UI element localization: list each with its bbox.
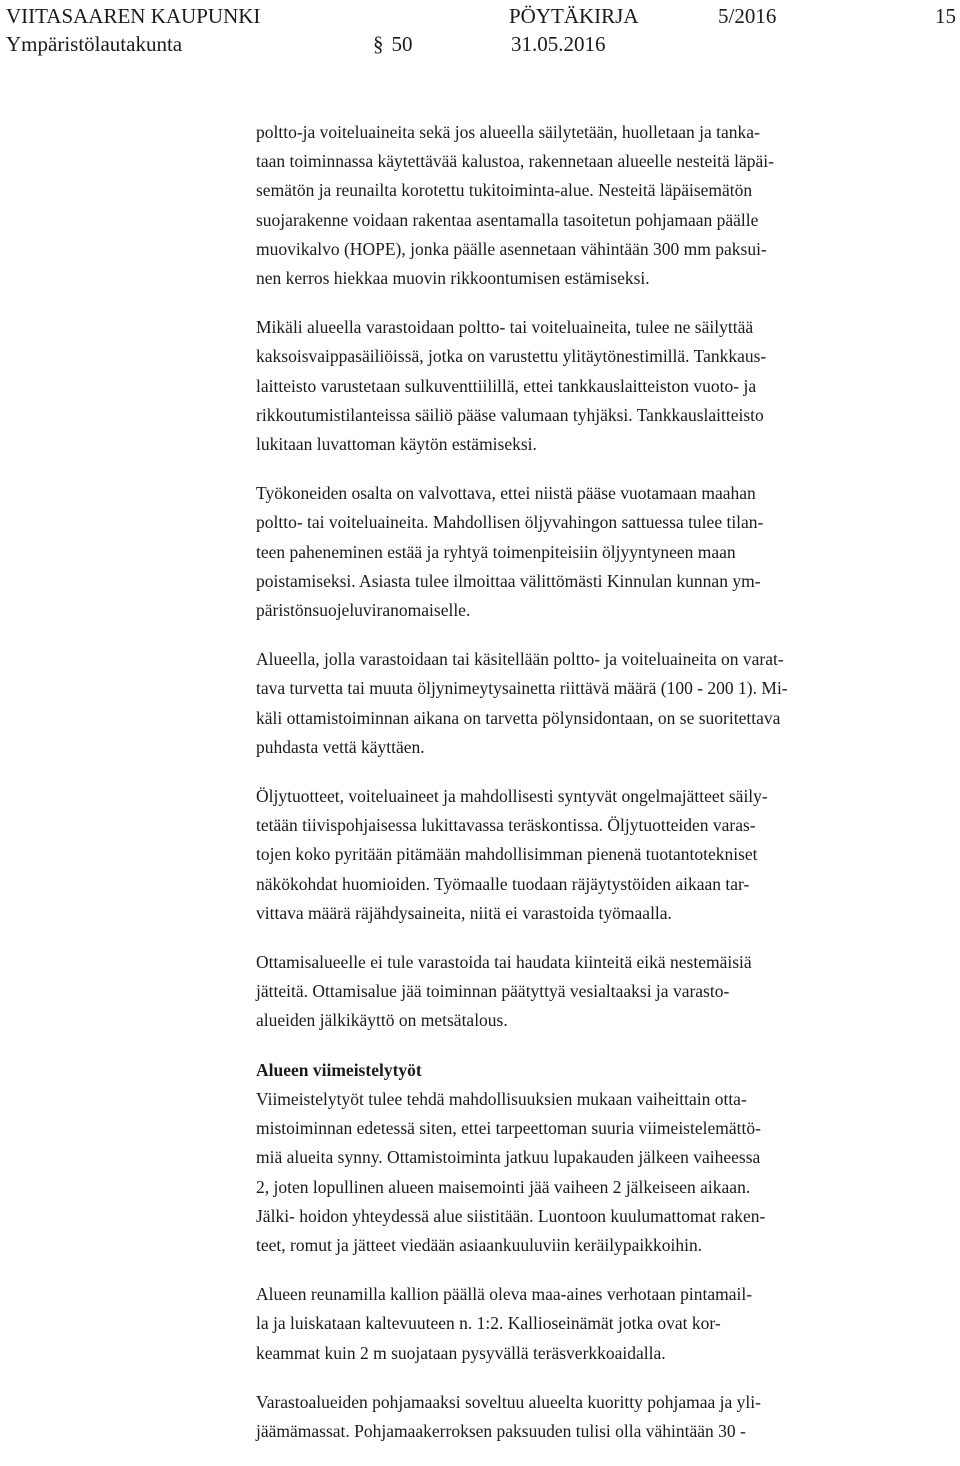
paragraph — [256, 1388, 928, 1446]
paragraph-line: Öljytuotteet, voiteluaineet ja mahdollisesti syntyvät ongelmajätteet säily- — [256, 786, 768, 807]
paragraph-line: jäämämassat. Pohjamaakerroksen paksuuden tulisi olla vähintään 30 - — [256, 1420, 746, 1441]
paragraph-line: suojarakenne voidaan rakentaa asentamalla tasoitetun pohjamaan päälle — [256, 209, 759, 230]
paragraph-line: Jälki- hoidon yhteydessä alue siistitään. Luontoon kuulumattomat raken- — [256, 1205, 766, 1226]
paragraph-line: teet, romut ja jätteet viedään asiaankuuluviin keräilypaikkoihin. — [256, 1234, 703, 1255]
page-number: 15 — [935, 4, 956, 28]
document-header — [0, 0, 960, 84]
paragraph-line: poistamiseksi. Asiasta tulee ilmoittaa välittömästi Kinnulan kunnan ym- — [256, 570, 761, 591]
paragraph-line: käli ottamistoiminnan aikana on tarvetta pölynsidontaan, on se suoritettava — [256, 707, 781, 728]
paragraph-line: laitteisto varustetaan sulkuventtiilillä, ettei tankkauslaitteiston vuoto- ja — [256, 375, 757, 396]
paragraph-line: tojen koko pyritään pitämään mahdollisimman pienenä tuotantotekniset — [256, 844, 758, 865]
section-reference — [373, 30, 413, 58]
paragraph-line: vittava määrä räjähdysaineita, niitä ei varastoida työmaalla. — [256, 902, 672, 923]
paragraph-line: Viimeistelytyöt tulee tehdä mahdollisuuksien mukaan vaiheittain otta- — [256, 1088, 747, 1109]
document-body — [256, 118, 928, 1466]
section-heading: Alueen viimeistelytyöt — [256, 1059, 422, 1080]
paragraph-line: Ottamisalueelle ei tule varastoida tai haudata kiinteitä eikä nestemäisiä — [256, 952, 752, 973]
paragraph — [256, 645, 928, 762]
paragraph-line: poltto- tai voiteluaineita. Mahdollisen öljyvahingon sattuessa tulee tilan- — [256, 512, 764, 533]
paragraph — [256, 479, 928, 625]
document-number: 5/2016 — [718, 4, 777, 28]
paragraph-line: mistoiminnan edetessä siten, ettei tarpeettoman suuria viimeistelemättö- — [256, 1118, 761, 1139]
paragraph-line: taan toiminnassa käytettävää kalustoa, rakennetaan alueelle nesteitä läpäi- — [256, 151, 774, 172]
paragraph — [256, 782, 928, 928]
document-type: PÖYTÄKIRJA — [509, 4, 639, 28]
paragraph-line: Mikäli alueella varastoidaan poltto- tai voiteluaineita, tulee ne säilyttää — [256, 317, 754, 338]
paragraph — [256, 948, 928, 1036]
paragraph-line: poltto-ja voiteluaineita sekä jos alueella säilytetään, huolletaan ja tanka- — [256, 122, 760, 142]
paragraph — [256, 313, 928, 459]
paragraph-line: la ja luiskataan kaltevuuteen n. 1:2. Kallioseinämät jotka ovat kor- — [256, 1313, 721, 1334]
committee-name: Ympäristölautakunta — [6, 32, 183, 56]
paragraph-line: rikkoutumistilanteissa säiliö pääse valumaan tyhjäksi. Tankkauslaitteisto — [256, 404, 764, 425]
paragraph-line: Työkoneiden osalta on valvottava, ettei niistä pääse vuotamaan maahan — [256, 483, 756, 504]
paragraph — [256, 1056, 928, 1260]
paragraph-line: miä alueita synny. Ottamistoiminta jatkuu lupakauden jälkeen vaiheessa — [256, 1147, 761, 1168]
organization-name: VIITASAAREN KAUPUNKI — [6, 4, 261, 28]
paragraph-line: näkökohdat huomioiden. Työmaalle tuodaan räjäytystöiden aikaan tar- — [256, 873, 750, 894]
section-number: 50 — [391, 32, 413, 56]
paragraph-line: nen kerros hiekkaa muovin rikkoontumisen estämiseksi. — [256, 268, 650, 289]
meeting-date: 31.05.2016 — [511, 32, 606, 56]
paragraph-line: Varastoalueiden pohjamaaksi soveltuu alueelta kuoritty pohjamaa ja yli- — [256, 1391, 761, 1412]
paragraph-line: Alueen reunamilla kallion päällä oleva maa-aines verhotaan pintamail- — [256, 1284, 753, 1305]
paragraph-line: semätön ja reunailta korotettu tukitoiminta-alue. Nesteitä läpäisemätön — [256, 180, 753, 201]
paragraph-line: teen paheneminen estää ja ryhtyä toimenpiteisiin öljyyntyneen maan — [256, 541, 736, 562]
paragraph-line: tetään tiivispohjaisessa lukittavassa teräskontissa. Öljytuotteiden varas- — [256, 815, 756, 836]
paragraph — [256, 1280, 928, 1368]
paragraph-line: keammat kuin 2 m suojataan pysyvällä teräsverkkoaidalla. — [256, 1342, 666, 1363]
paragraph-line: kaksoisvaippasäiliöissä, jotka on varustettu ylitäytönestimillä. Tankkaus- — [256, 346, 767, 367]
paragraph — [256, 118, 928, 293]
paragraph-line: alueiden jälkikäyttö on metsätalous. — [256, 1010, 508, 1031]
paragraph-line: lukitaan luvattoman käytön estämiseksi. — [256, 434, 537, 455]
section-mark: § — [373, 32, 384, 56]
paragraph-line: tava turvetta tai muuta öljynimeytysainetta riittävä määrä (100 - 200 1). Mi- — [256, 678, 788, 699]
paragraph-line: jätteitä. Ottamisalue jää toiminnan päätyttyä vesialtaaksi ja varasto- — [256, 981, 730, 1002]
paragraph-line: muovikalvo (HOPE), jonka päälle asennetaan vähintään 300 mm paksui- — [256, 238, 767, 259]
paragraph-line: Alueella, jolla varastoidaan tai käsitellään poltto- ja voiteluaineita on varat- — [256, 649, 784, 670]
paragraph-line: puhdasta vettä käyttäen. — [256, 736, 425, 757]
paragraph-line: 2, joten lopullinen alueen maisemointi jää vaiheen 2 jälkeiseen aikaan. — [256, 1176, 751, 1197]
paragraph-line: päristönsuojeluviranomaiselle. — [256, 600, 471, 621]
